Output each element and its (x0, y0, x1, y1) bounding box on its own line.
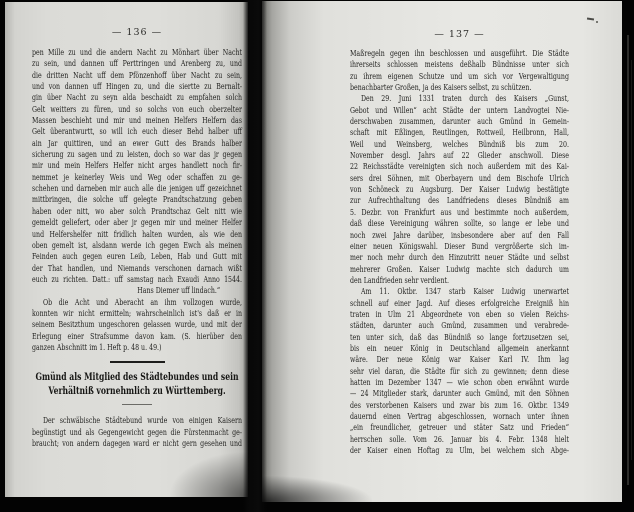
text-line: Der schwäbische Städtebund wurde von einigen Kaisern (42, 416, 243, 427)
text-line: und von dannen uff Hingen zu, und die siertte zu Bernalt- (32, 82, 243, 93)
text-line: und Helfershelfer nitt fridlich halten wurden, als wie den (32, 229, 243, 240)
text-line: wäre. Der neue König war Kaiser Karl IV. Ihm lag (350, 355, 569, 366)
text-block-left (32, 48, 242, 450)
text-line: der That handlen, und Niemands verschonen darnach wißt (32, 263, 243, 274)
text-line: Gelt weitters zu füren, und so solchs von euch oberzelter (32, 104, 243, 115)
text-line: Gebot und Willen“ acht Städte der untern Landvogtei Nie- (350, 105, 569, 116)
text-line: daß diese Vereinigung währen sollte, so lange er lebe und (350, 219, 569, 230)
text-line: schehen und darneben mir auch alle die jenigen uff gezeichnet (32, 184, 243, 195)
text-line: traten in Ulm 21 Abgeordnete von eben so vielen Reichs- (350, 309, 569, 320)
text-line: mehrerer Großen. Kaiser Ludwig machte sich dadurch um (350, 264, 569, 275)
page-edge-line (627, 35, 629, 485)
text-line: November desgl. Jahrs auf 22 Glieder anschwoll. Diese (350, 151, 569, 162)
text-line: Gelt überantwurtt, so will ich euch dieser Behd halber uff (32, 127, 243, 138)
text-line: sehr viel daran, die Städte für sich zu gewinnen; denn diese (350, 366, 569, 377)
text-line: noch zwei Jahre darüber, insbesondere aber auf den Fall (350, 230, 569, 241)
text-line: herrschen solle. Vom 26. Januar bis 4. Febr. 1348 hielt (350, 434, 569, 445)
scan-artifact-dot (596, 21, 598, 23)
text-line: Erlegung einer Strafsumme davon kam. (S. hierüber den (32, 331, 243, 342)
binding-gutter-shadow (243, 0, 267, 512)
sub-divider (122, 404, 152, 405)
text-line: Am 11. Oktbr. 1347 starb Kaiser Ludwig unerwartet (360, 287, 569, 298)
text-line: gemeldt geliefert, oder aber jr gegen mir und meiner Helfer (32, 218, 243, 229)
text-line: mittbringen, die solche uff gelegte Prandtschatzung geben (32, 195, 243, 206)
page-number-header-left: — 136 — (111, 27, 163, 38)
text-line: mer noch mehr durch den Hinzutritt neuer Städte und selbst (350, 253, 569, 264)
text-line: städten, darunter auch Gmünd, zusammen und verabrede- (350, 321, 569, 332)
text-line: mir und mein Helfers Helfer nicht arges handlett noch fir- (32, 161, 243, 172)
page-number-header-right: — 137 — (434, 29, 485, 40)
text-line: Ob die Acht und Aberacht an ihm vollzogen wurde, (42, 297, 243, 308)
text-line: ihrerseits schlossen meistens deßhalb Bündnisse unter sich (350, 60, 569, 71)
text-line: euch zu richten. Datt.: uff samstag nach Exaudi Anno 1544. (32, 274, 243, 285)
page-left (5, 2, 248, 497)
text-line: haben oder nitt, wo aber solch Prandtschaz Gelt nitt wie (32, 206, 243, 217)
text-line: bis ein neuer König in Deutschland allgemein anerkannt (350, 343, 569, 354)
text-line: pen Mille zu und die andern Nacht zu Mönhart über Nacht (32, 48, 243, 58)
text-line: benachbarter Großen, ja des Kaisers selbst, zu schützen. (350, 83, 532, 94)
text-line: ganzen Abschnitt im 1. Heft p. 48 u. 49.) (32, 342, 162, 353)
text-line: zur Aufrechthaltung des Landfriedens dieses Bündniß am (350, 196, 569, 207)
section-heading-line: Verhältniß vornehmlich zu Württemberg. (48, 384, 226, 397)
paragraph-continuation (350, 49, 569, 94)
page-right (262, 1, 622, 502)
text-line: 5. Dezbr. von Frankfurt aus und bestimmte noch außerdem, (350, 207, 569, 218)
text-line: Weil und Weinsberg, welches Bündniß bis zum 20. (350, 139, 569, 150)
text-line: nemmet je keinerley Weis und Weg oder schaffen zu ge- (32, 172, 243, 183)
text-line: hatten im Dezember 1347 — wie schon oben erwähnt wurde (350, 377, 569, 388)
page-edge-line (631, 60, 632, 460)
section-divider (110, 361, 165, 363)
text-line: den Landfrieden sehr verdient. (350, 275, 450, 286)
text-line: zu ihrem eigenen Schutze und um sich vor Vergewaltigung (350, 71, 569, 82)
text-line: oben gemelt ist, alsdann werde ich gegen Ewch als meinen (32, 240, 243, 251)
text-line: zu sein, und dannen uff Perttringen und Arenberg zu, und (32, 59, 243, 70)
text-line: dauernd einen Vertrag abgeschlossen, wornach unter ihnen (350, 412, 569, 422)
text-line: konnten wir nicht ermitteln; wahrscheinlich ist's daß er in (32, 308, 243, 319)
text-line: seinem Besitzthum ungeschoren gelassen wurde, und mit der (32, 320, 243, 331)
text-line: einer neuen Königswahl. Dieser Bund vergrößerte sich im- (350, 241, 569, 252)
text-line: des verstorbenen Kaisers und zwar bis zum 16. Oktbr. 1349 (350, 400, 569, 411)
text-line: schaft mit Eßlingen, Reutlingen, Rottweil, Heilbronn, Hall, (350, 128, 569, 139)
text-line: die dritten Nacht uff dem Pfönzenhoff über Nacht zu sein, (32, 70, 243, 81)
text-line: derschwaben zusammen, darunter auch Gmünd in Gemein- (350, 117, 569, 128)
text-line: gin über Nacht zu seyn alda beschaidt zu empfahen solch (32, 93, 243, 104)
text-line: Maßregeln gegen ihn beschlossen und ausgeführt. Die Städte (350, 49, 569, 59)
text-line: 22 Reichsstädte vereinigten sich noch außerdem mit des Kai- (350, 162, 569, 173)
text-line: ten unter sich, daß das Bündniß so lange fortzusetzen sei, (350, 332, 569, 343)
text-line: Massen beschieht und mir und meinen Helfers Helfern das (32, 116, 243, 127)
text-line: sicherung zu sagen und zu leisten, doch so war das jr gegen (32, 150, 243, 161)
paragraph-1347-karl (350, 287, 569, 457)
text-line: begünstigt und als Gegengewicht gegen die Fürstenmacht ge- (32, 427, 243, 438)
text-block-right (350, 49, 569, 457)
text-line: Den 29. Juni 1331 traten durch des Kaisers „Gunst, (360, 94, 569, 105)
text-line: der Kaiser einen Hoftag zu Ulm, bei welchem sich Abge- (350, 446, 569, 457)
paragraph-commentary (32, 298, 242, 355)
text-line: Feinden auch gegen euren Leib, Leben, Hab und Gutt mit (32, 252, 243, 263)
text-line: ain Jar quittiren, und an ewer Gutt des Brands halber (32, 138, 243, 149)
paragraph-1331-bund (350, 94, 569, 287)
signature-line: Hans Diemer uff lindach.“ (137, 286, 221, 297)
text-line: sers drei Söhnen, mit Oberbayern und dem Bischofe Ulrich (350, 173, 569, 184)
text-line: schnell auf einer Jagd. Auf dieses erfolgreiche Ereigniß hin (350, 298, 569, 309)
text-line: braucht; von andern dagegen ward er nicht gern gesehen und (32, 438, 243, 449)
text-line: von Schöneck zu Augsburg. Der Kaiser Ludwig bestätigte (350, 185, 569, 196)
text-line: — 24 Mitglieder stark, darunter auch Gmünd, mit den Söhnen (350, 389, 569, 400)
section-heading-line: Gmünd als Mitglied des Städtebundes und sein (35, 371, 239, 384)
paragraph-letter-body (32, 48, 242, 286)
paragraph-section-intro (32, 416, 242, 450)
text-line: „ein freundlicher, getreuer und stäter Satz und Frieden“ (350, 423, 569, 434)
section-heading (32, 371, 242, 398)
